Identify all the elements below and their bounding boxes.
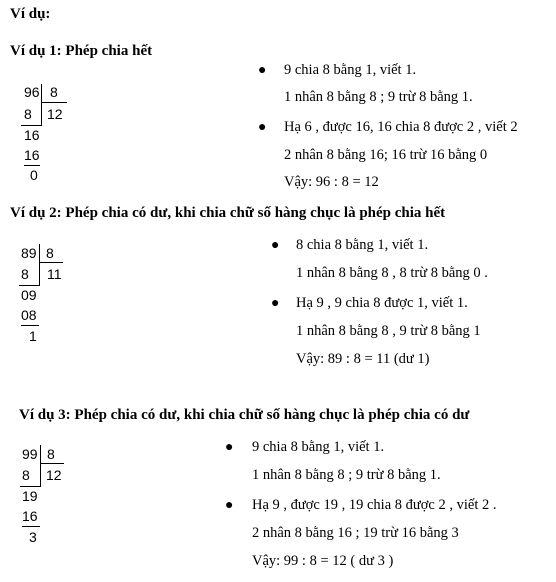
bullet-icon: ● <box>271 296 280 311</box>
divisor: 8 <box>47 446 55 462</box>
product-row: 16 <box>22 508 38 524</box>
remainder-row: 16 <box>24 127 40 143</box>
dividend: 89 <box>21 245 37 261</box>
quotient: 12 <box>46 467 62 483</box>
step-text: Hạ 6 , được 16, 16 chia 8 được 2 , viết 2 <box>284 119 518 135</box>
subtraction-line <box>19 285 39 286</box>
step-text: Vậy: 99 : 8 = 12 ( dư 3 ) <box>252 553 394 569</box>
subtraction-line <box>20 486 40 487</box>
bullet-icon: ● <box>225 498 234 513</box>
subtraction-line <box>21 325 39 326</box>
step-text: 1 nhân 8 bằng 8 , 8 trừ 8 bằng 0 . <box>296 265 488 281</box>
bullet-icon: ● <box>258 120 267 135</box>
product-row: 08 <box>21 307 37 323</box>
step-text: 2 nhân 8 bằng 16; 16 trừ 16 bằng 0 <box>284 147 488 163</box>
step-text: 9 chia 8 bằng 1, viết 1. <box>284 62 417 78</box>
division-vertical-bar <box>40 445 41 487</box>
remainder-row: 3 <box>29 529 37 545</box>
product-row: 8 <box>21 266 29 282</box>
quotient-bar <box>40 463 64 464</box>
step-text: 8 chia 8 bằng 1, viết 1. <box>296 237 429 253</box>
quotient-bar <box>41 102 67 103</box>
product-row: 8 <box>24 106 32 122</box>
page-heading: Ví dụ: <box>10 6 51 22</box>
bullet-icon: ● <box>225 440 234 455</box>
dividend: 99 <box>22 446 38 462</box>
quotient-bar <box>39 262 63 263</box>
subtraction-line <box>21 125 41 126</box>
step-text: Hạ 9 , được 19 , 19 chia 8 được 2 , viết 2 . <box>252 497 497 513</box>
subtraction-line <box>24 165 40 166</box>
example-1-title: Ví dụ 1: Phép chia hết <box>10 43 153 59</box>
step-text: Vậy: 96 : 8 = 12 <box>284 174 379 190</box>
bullet-icon: ● <box>271 238 280 253</box>
subtraction-line <box>22 526 40 527</box>
division-vertical-bar <box>39 244 40 286</box>
step-text: 9 chia 8 bằng 1, viết 1. <box>252 439 385 455</box>
remainder-row: 09 <box>21 287 37 303</box>
product-row: 8 <box>22 467 30 483</box>
remainder-row: 19 <box>22 488 38 504</box>
step-text: 1 nhân 8 bằng 8 , 9 trừ 8 bằng 1 <box>296 323 481 339</box>
quotient: 12 <box>47 106 63 122</box>
example-3-title: Ví dụ 3: Phép chia có dư, khi chia chữ số hàng chục là phép chia có dư <box>19 407 470 423</box>
divisor: 8 <box>46 245 54 261</box>
quotient: 11 <box>47 266 62 282</box>
remainder-row: 1 <box>29 328 37 344</box>
step-text: Vậy: 89 : 8 = 11 (dư 1) <box>296 351 430 367</box>
bullet-icon: ● <box>258 63 267 78</box>
product-row: 16 <box>24 147 40 163</box>
step-text: Hạ 9 , 9 chia 8 được 1, viết 1. <box>296 295 468 311</box>
step-text: 1 nhân 8 bằng 8 ; 9 trừ 8 bằng 1. <box>252 467 441 483</box>
division-vertical-bar <box>41 84 42 126</box>
divisor: 8 <box>50 84 58 100</box>
remainder-row: 0 <box>30 167 38 183</box>
dividend: 96 <box>24 84 40 100</box>
step-text: 2 nhân 8 bằng 16 ; 19 trừ 16 bằng 3 <box>252 525 459 541</box>
step-text: 1 nhân 8 bằng 8 ; 9 trừ 8 bằng 1. <box>284 89 473 105</box>
example-2-title: Ví dụ 2: Phép chia có dư, khi chia chữ số hàng chục là phép chia hết <box>10 205 446 221</box>
